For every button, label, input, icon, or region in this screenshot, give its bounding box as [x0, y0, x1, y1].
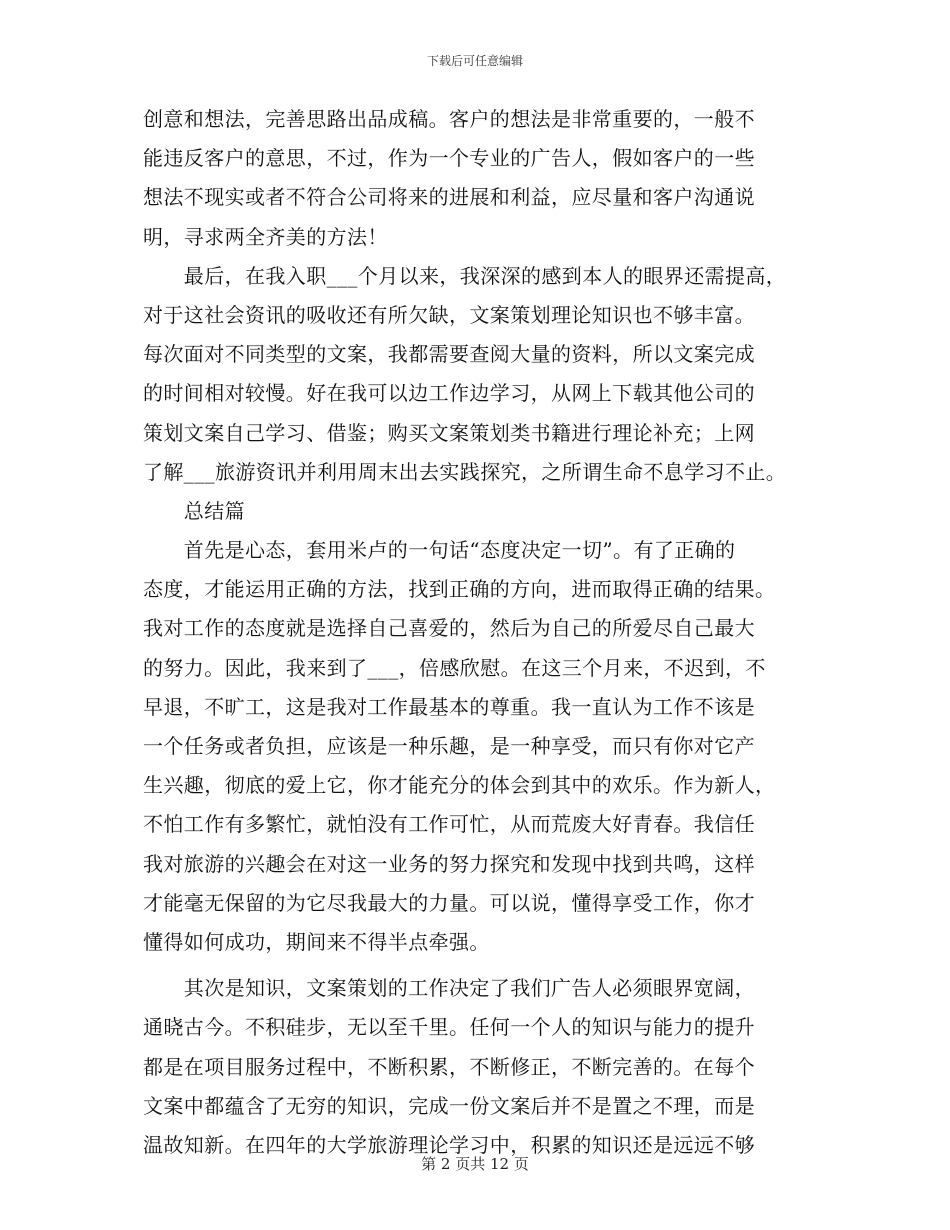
- body-line: 的时间相对较慢。好在我可以边工作边学习，从网上下载其他公司的: [143, 381, 755, 406]
- body-line: 的努力。因此，我来到了___，倍感欣慰。在这三个月来，不迟到，不: [143, 655, 766, 680]
- section-heading: 总结篇: [143, 498, 245, 523]
- body-line: 首先是心态，套用米卢的一句话“态度决定一切”。有了正确的: [143, 538, 736, 563]
- page-header: 下载后可任意编辑: [426, 54, 523, 68]
- body-line: 温故知新。在四年的大学旅游理论学习中，积累的知识还是远远不够: [143, 1132, 755, 1157]
- body-line: 一个任务或者负担，应该是一种乐趣，是一种享受，而只有你对它产: [143, 734, 755, 758]
- body-line: 态度，才能运用正确的方法，找到正确的方向，进而取得正确的结果。: [143, 577, 776, 602]
- page-number: 第 2 页共 12 页: [421, 1155, 529, 1173]
- body-line: 明，寻求两全齐美的方法！: [143, 224, 388, 249]
- body-line: 策划文案自己学习、借鉴；购买文案策划类书籍进行理论补充；上网: [143, 420, 755, 445]
- document-body: [143, 107, 823, 1172]
- paragraph-gap: [143, 969, 823, 976]
- body-line: 创意和想法，完善思路出品成稿。客户的想法是非常重要的，一般不: [143, 107, 755, 131]
- body-line: 我对工作的态度就是选择自己喜爱的，然后为自己的所爱尽自己最大: [143, 616, 755, 641]
- body-line: 才能毫无保留的为它尽我最大的力量。可以说，懂得享受工作，你才: [143, 890, 755, 915]
- body-line: 生兴趣，彻底的爱上它，你才能充分的体会到其中的欢乐。作为新人，: [143, 773, 776, 798]
- body-line: 早退，不旷工，这是我对工作最基本的尊重。我一直认为工作不该是: [143, 694, 755, 719]
- body-line: 每次面对不同类型的文案，我都需要查阅大量的资料，所以文案完成: [143, 342, 755, 367]
- body-line: 对于这社会资讯的吸收还有所欠缺，文案策划理论知识也不够丰富。: [143, 302, 755, 327]
- body-line: 了解___旅游资讯并利用周末出去实践探究，之所谓生命不息学习不止。: [143, 459, 787, 484]
- body-line: 不怕工作有多繁忙，就怕没有工作可忙，从而荒废大好青春。我信任: [143, 812, 755, 837]
- body-line: 我对旅游的兴趣会在对这一业务的努力探究和发现中找到共鸣，这样: [143, 851, 755, 876]
- body-line: 懂得如何成功，期间来不得半点牵强。: [143, 929, 490, 954]
- body-line: 都是在项目服务过程中，不断积累，不断修正，不断完善的。在每个: [143, 1054, 755, 1079]
- body-line: 最后，在我入职___个月以来，我深深的感到本人的眼界还需提高，: [143, 263, 787, 288]
- body-line: 能违反客户的意思，不过，作为一个专业的广告人，假如客户的一些: [143, 146, 755, 171]
- body-line: 通晓古今。不积硅步，无以至千里。任何一个人的知识与能力的提升: [143, 1015, 755, 1040]
- body-line: 文案中都蕴含了无穷的知识，完成一份文案后并不是置之不理，而是: [143, 1093, 755, 1118]
- body-line: 想法不现实或者不符合公司将来的进展和利益，应尽量和客户沟通说: [143, 185, 755, 210]
- body-line: 其次是知识，文案策划的工作决定了我们广告人必须眼界宽阔，: [143, 976, 755, 1001]
